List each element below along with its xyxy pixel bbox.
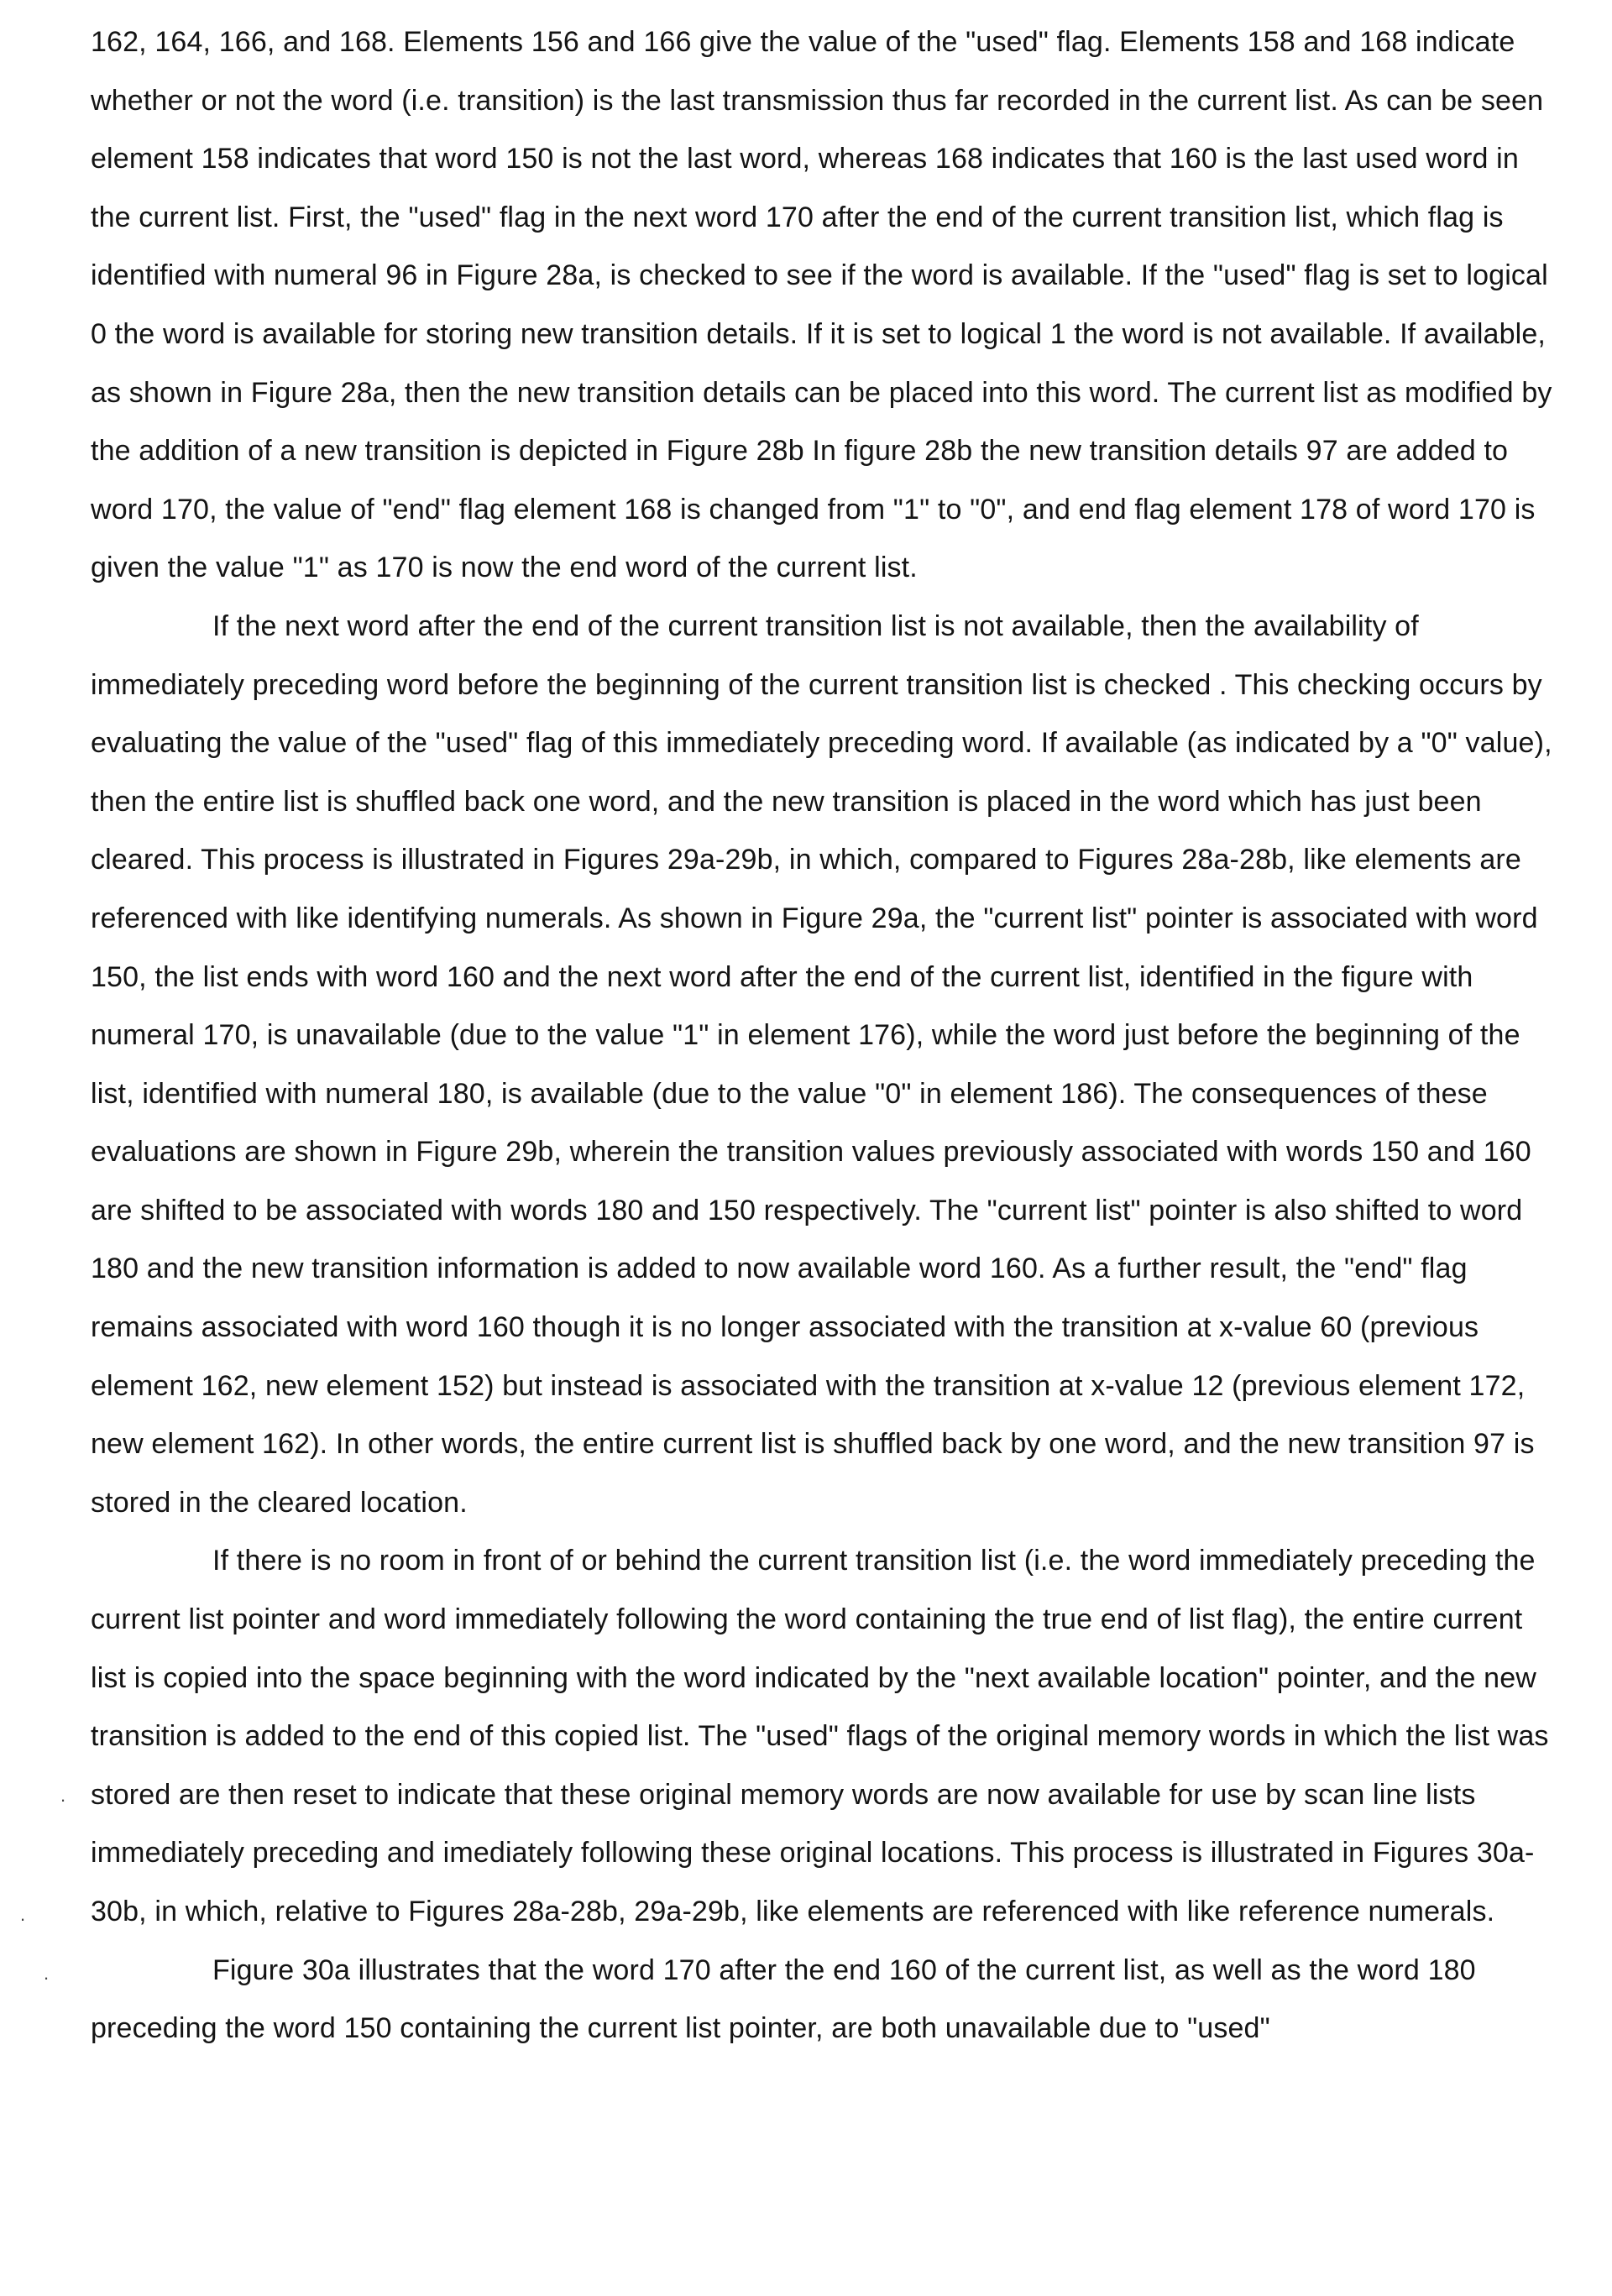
paragraph-no-room-copy: If there is no room in front of or behind the current transition list (i.e. the word immediately preceding the current list pointer and word immediately following the word containing the true end of list flag), the entire current list is copied into the space beginning with the word indicated by the "next available location" pointer, and the new transition is added to the end of this copied list. The "used" flags of the original memory words in which the list was stored are then reset to indicate that these original memory words are now available for use by scan line lists immediately preceding and imediately following these original locations. This process is illustrated in Figures 30a-30b, in which, relative to Figures 28a-28b, 29a-29b, like elements are referenced with like reference numerals. <box>91 1532 1556 1941</box>
document-page <box>0 0 1612 2296</box>
paragraph-continued: 162, 164, 166, and 168. Elements 156 and 166 give the value of the "used" flag. Elements 158 and 168 indicate whether or not the word (i.e. transition) is the last transmission thus far recorded in the current list. As can be seen element 158 indicates that word 150 is not the last word, whereas 168 indicates that 160 is the last used word in the current list. First, the "used" flag in the next word 170 after the end of the current transition list, which flag is identified with numeral 96 in Figure 28a, is checked to see if the word is available. If the "used" flag is set to logical 0 the word is available for storing new transition details. If it is set to logical 1 the word is not available. If available, as shown in Figure 28a, then the new transition details can be placed into this word. The current list as modified by the addition of a new transition is depicted in Figure 28b In figure 28b the new transition details 97 are added to word 170, the value of "end" flag element 168 is changed from "1" to "0", and end flag element 178 of word 170 is given the value "1" as 170 is now the end word of the current list. <box>91 13 1556 598</box>
body-text <box>91 13 1556 2058</box>
paragraph-figure-30a: Figure 30a illustrates that the word 170 after the end 160 of the current list, as well as the word 180 preceding the word 150 containing the current list pointer, are both unavailable due to "used" <box>91 1942 1556 2058</box>
paragraph-availability-check: If the next word after the end of the current transition list is not available, then the availability of immediately preceding word before the beginning of the current transition list is checked . This checking occurs by evaluating the value of the "used" flag of this immediately preceding word. If available (as indicated by a "0" value), then the entire list is shuffled back one word, and the new transition is placed in the word which has just been cleared. This process is illustrated in Figures 29a-29b, in which, compared to Figures 28a-28b, like elements are referenced with like identifying numerals. As shown in Figure 29a, the "current list" pointer is associated with word 150, the list ends with word 160 and the next word after the end of the current list, identified in the figure with numeral 170, is unavailable (due to the value "1" in element 176), while the word just before the beginning of the list, identified with numeral 180, is available (due to the value "0" in element 186). The consequences of these evaluations are shown in Figure 29b, wherein the transition values previously associated with words 150 and 160 are shifted to be associated with words 180 and 150 respectively. The "current list" pointer is also shifted to word 180 and the new transition information is added to now available word 160. As a further result, the "end" flag remains associated with word 160 though it is no longer associated with the transition at x-value 60 (previous element 162, new element 152) but instead is associated with the transition at x-value 12 (previous element 172, new element 162). In other words, the entire current list is shuffled back by one word, and the new transition 97 is stored in the cleared location. <box>91 598 1556 1533</box>
margin-speck: . <box>20 1906 25 1924</box>
margin-speck: . <box>60 1786 65 1805</box>
margin-speck: . <box>44 1964 49 1983</box>
